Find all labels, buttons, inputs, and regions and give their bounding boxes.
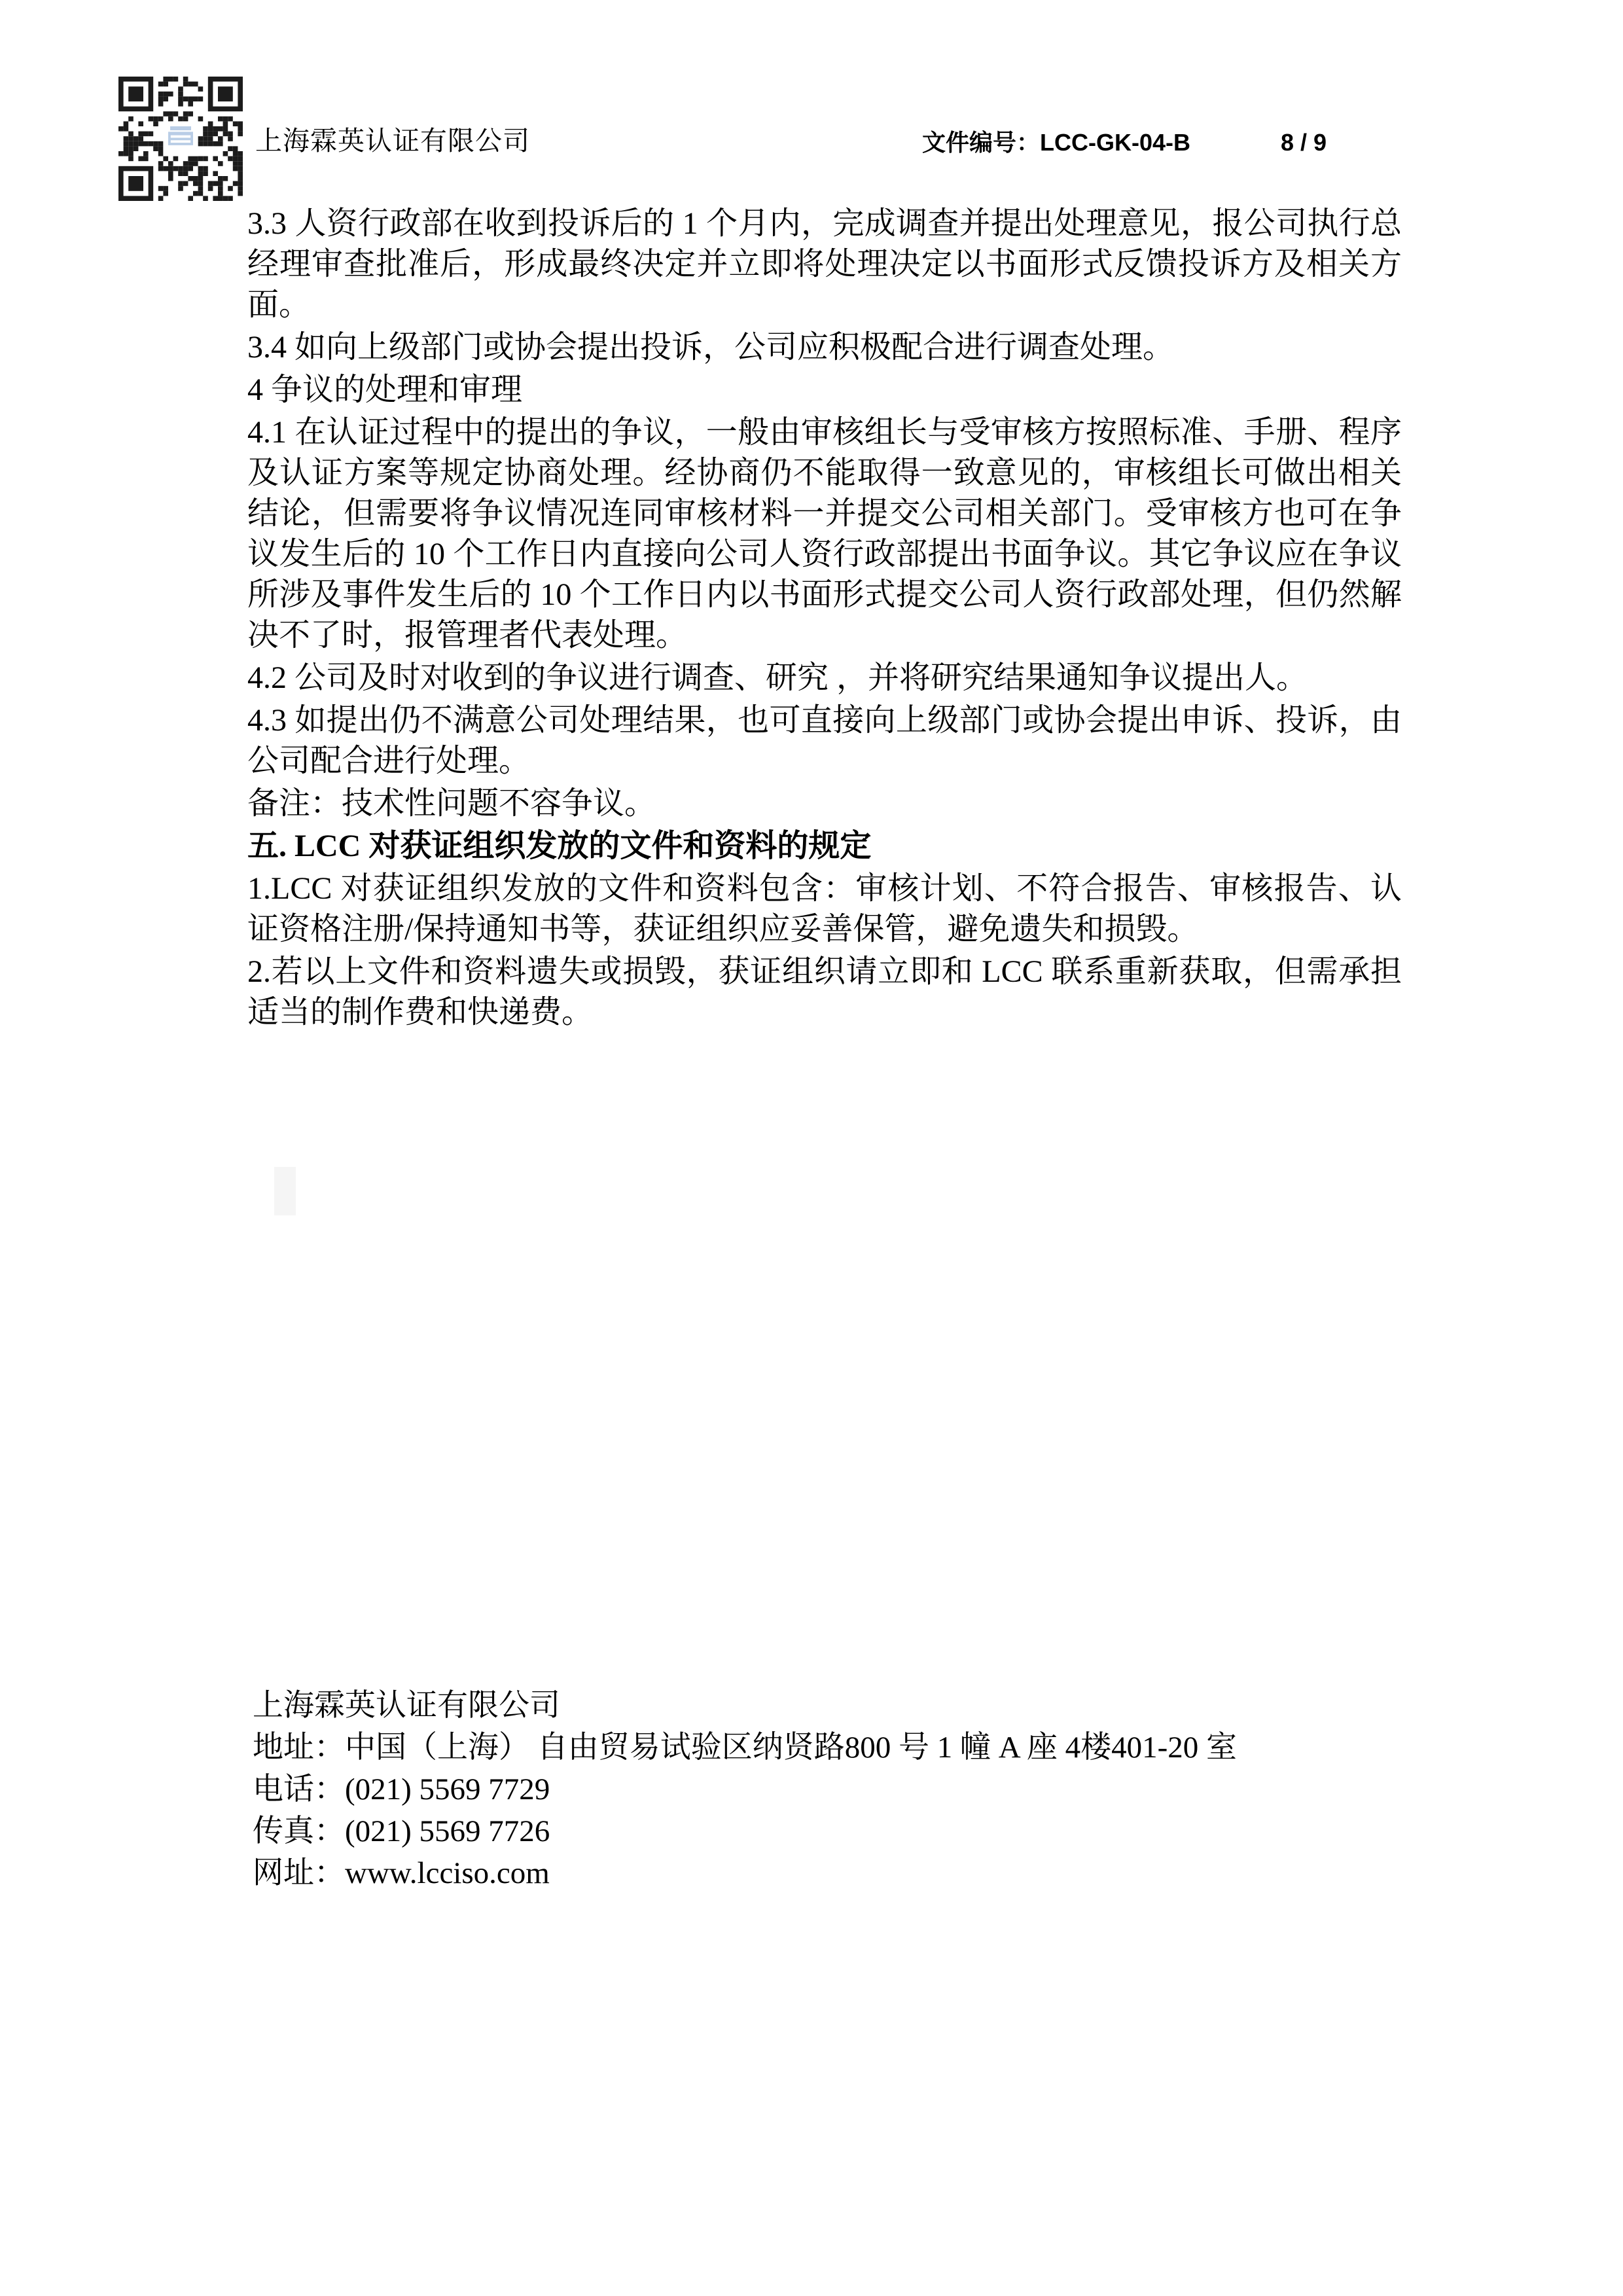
footer [253,1685,1237,1894]
footer-company-name: 上海霖英认证有限公司 [253,1689,560,1723]
paragraph-4-2: 4.2 公司及时对收到的争议进行调查、研究 ，并将研究结果通知争议提出人。 [247,660,1308,695]
document-body [247,202,1402,1035]
doc-number-value: LCC-GK-04-B [1040,129,1191,156]
scan-artifact [274,1167,296,1215]
paragraph-3-3: 3.3 人资行政部在收到投诉后的 1 个月内，完成调查并提出处理意见，报公司执行总经理审查批准后，形成最终决定并立即将处理决定以书面形式反馈投诉方及相关方面。 [247,206,1402,322]
paragraph-4-1: 4.1 在认证过程中的提出的争议，一般由审核组长与受审核方按照标准、手册、程序及认证方案等规定协商处理。经协商仍不能取得一致意见的，审核组长可做出相关结论，但需要将争议情况连同审核材料一并提交公司相关部门。受审核方也可在争议发生后的 10 个工作日内直接向公司人资行政部提出书面争议。其它争议应在争议所涉及事件发生后的 10 个工作日内以书面形式提交公司人资行政部处理，但仍然解决不了时，报管理者代表处理。 [247,415,1402,653]
qr-code-icon [116,77,245,201]
footer-fax: 传真：(021) 5569 7726 [253,1814,550,1848]
paragraph-4-3: 4.3 如提出仍不满意公司处理结果，也可直接向上级部门或协会提出申诉、投诉，由公司配合进行处理。 [247,703,1402,778]
paragraph-5-2: 2.若以上文件和资料遗失或损毁，获证组织请立即和 LCC 联系重新获取，但需承担适当的制作费和快递费。 [247,954,1402,1030]
paragraph-remark: 备注：技术性问题不容争议。 [247,786,656,821]
header-company-name: 上海霖英认证有限公司 [255,126,530,156]
doc-number-label: 文件编号： [922,129,1041,156]
footer-phone: 电话：(021) 5569 7729 [253,1772,550,1806]
page-indicator: 8 / 9 [1281,129,1327,156]
qr-code-graphic [116,77,245,201]
paragraph-5-1: 1.LCC 对获证组织发放的文件和资料包含：审核计划、不符合报告、审核报告、认证资格注册/保持通知书等，获证组织应妥善保管，避免遗失和损毁。 [247,871,1402,946]
doc-number-row [922,130,1327,156]
section-4-heading: 4 争议的处理和审理 [247,372,523,407]
footer-address: 地址：中国（上海） 自由贸易试验区纳贤路800 号 1 幢 A 座 4楼401-20 室 [253,1731,1237,1765]
footer-website: 网址：www.lcciso.com [253,1856,550,1890]
section-5-heading: 五. LCC 对获证组织发放的文件和资料的规定 [247,829,872,863]
paragraph-3-4: 3.4 如向上级部门或协会提出投诉，公司应积极配合进行调查处理。 [247,330,1175,365]
